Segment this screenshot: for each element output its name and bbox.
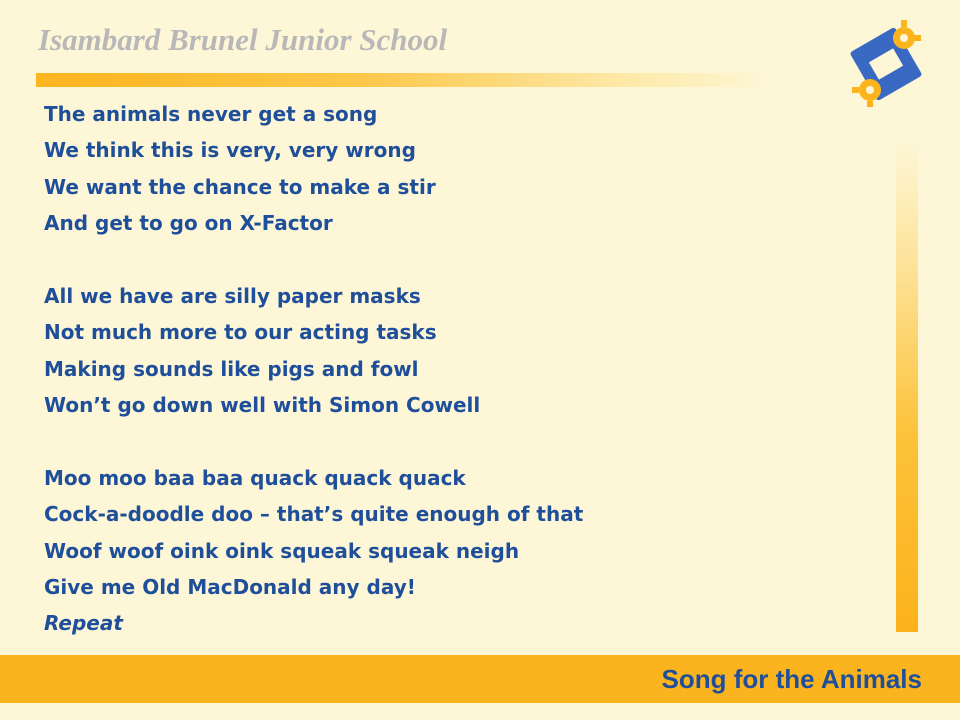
slide-title: Song for the Animals <box>661 664 922 694</box>
school-name: Isambard Brunel Junior School <box>38 22 448 57</box>
side-accent-bar <box>896 140 918 632</box>
footer-bar <box>0 655 960 703</box>
lyrics-block <box>44 96 864 642</box>
verse-gap <box>44 242 864 278</box>
lyric-line: Cock-a-doodle doo – that’s quite enough of that <box>44 502 584 527</box>
lyric-line: All we have are silly paper masks <box>44 283 421 308</box>
lyric-line: Making sounds like pigs and fowl <box>44 356 419 381</box>
lyric-line: Won’t go down well with Simon Cowell <box>44 393 481 418</box>
lyric-line: And get to go on X-Factor <box>44 211 333 236</box>
repeat-instruction: Repeat <box>44 611 123 636</box>
lyric-line: The animals never get a song <box>44 102 378 126</box>
header-rule <box>36 73 771 87</box>
lyric-line: Not much more to our acting tasks <box>44 320 437 345</box>
lyric-line: We think this is very, very wrong <box>44 138 416 163</box>
verse-gap <box>44 424 864 460</box>
lyric-line: Moo moo baa baa quack quack quack <box>44 465 466 490</box>
lyric-line: We want the chance to make a stir <box>44 174 436 199</box>
lyric-line: Woof woof oink oink squeak squeak neigh <box>44 538 520 563</box>
lyric-line: Give me Old MacDonald any day! <box>44 575 416 600</box>
